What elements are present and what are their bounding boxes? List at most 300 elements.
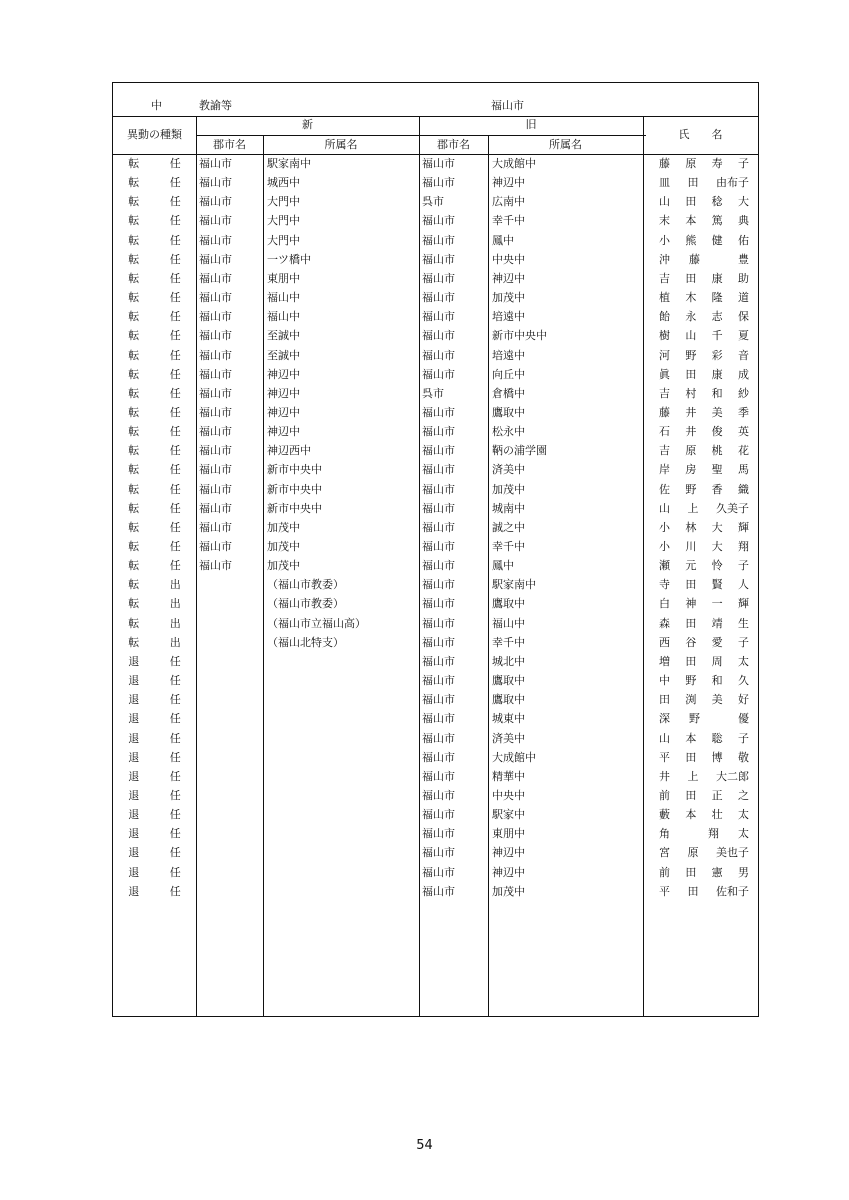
old-school-cell: 倉橋中: [492, 386, 525, 400]
transfer-kind-char: 退: [128, 731, 140, 745]
transfer-kind: [113, 368, 196, 382]
person-name-part: 西: [659, 635, 670, 649]
transfer-kind-char: 任: [169, 654, 181, 668]
person-name-part: 佐: [659, 482, 670, 496]
person-name-part: 大二郎: [716, 769, 749, 783]
person-name-part: 輝: [737, 520, 749, 534]
person-name-part: 桃: [711, 444, 723, 458]
person-name: [646, 444, 756, 458]
person-name-part: 小: [659, 520, 670, 534]
person-name: [646, 712, 756, 726]
person-name-part: 靖: [711, 616, 723, 630]
transfer-kind: [113, 444, 196, 458]
person-name-part: 助: [737, 271, 749, 285]
transfer-kind-char: 転: [128, 616, 140, 630]
header-divider-top: [113, 116, 758, 117]
new-city-cell: 福山市: [199, 405, 232, 419]
old-city-cell: 福山市: [422, 827, 455, 841]
person-name-part: 中: [659, 674, 670, 688]
transfer-kind: [113, 808, 196, 822]
table-row: [113, 347, 760, 366]
person-name-part: 田: [685, 271, 697, 285]
transfer-kind-char: 退: [128, 846, 140, 860]
person-name-part: 優: [738, 712, 749, 726]
transfer-kind-char: 任: [169, 501, 181, 515]
new-school-cell: 新市中央中: [267, 482, 322, 496]
kind-header: 異動の種類: [127, 128, 182, 141]
table-row: [113, 385, 760, 404]
old-city-cell: 福山市: [422, 367, 455, 381]
old-school-cell: 東朋中: [492, 827, 525, 841]
transfer-kind-char: 任: [169, 750, 181, 764]
person-name: [646, 272, 756, 286]
person-name-part: 翔: [737, 540, 749, 553]
person-name-part: 成: [737, 367, 749, 381]
table-row: [113, 576, 760, 595]
table-row: [113, 825, 760, 844]
old-school-cell: 精華中: [492, 769, 525, 783]
person-name-part: 紗: [737, 386, 749, 400]
transfer-kind-char: 転: [128, 252, 140, 266]
new-city-cell: 福山市: [199, 559, 232, 573]
person-name-part: 小: [659, 233, 670, 247]
level-label: 中: [151, 99, 162, 112]
table-row: [113, 366, 760, 385]
person-name-part: 之: [737, 788, 749, 802]
transfer-kind: [113, 176, 196, 190]
old-city-cell: 福山市: [422, 635, 455, 649]
person-name-part: 平: [659, 750, 670, 764]
transfer-kind: [113, 329, 196, 343]
table-row: [113, 615, 760, 634]
person-name-part: 吉: [659, 271, 670, 285]
transfer-kind-char: 任: [169, 520, 181, 534]
table-row: [113, 308, 760, 327]
old-school-cell: 神辺中: [492, 271, 525, 285]
person-name-part: 角: [659, 827, 670, 841]
person-name-part: 篤: [711, 214, 723, 228]
person-name-part: 生: [737, 616, 749, 630]
old-city-cell: 呉市: [422, 386, 444, 400]
person-name: [646, 693, 756, 707]
table-row: [113, 327, 760, 346]
person-name-part: 太: [738, 827, 749, 841]
transfer-kind-char: 任: [169, 865, 181, 879]
table-row: [113, 174, 760, 193]
name-header: 氏 名: [678, 128, 723, 141]
person-name-part: 田: [685, 195, 697, 209]
table-row: [113, 404, 760, 423]
person-name: [646, 291, 756, 305]
old-city-cell: 福山市: [422, 176, 455, 190]
transfer-kind: [113, 578, 196, 592]
person-name: [646, 597, 756, 611]
old-school-cell: 幸千中: [492, 635, 525, 649]
person-name-part: 本: [685, 808, 697, 822]
person-name-part: 由布子: [716, 176, 749, 190]
transfer-kind-char: 転: [128, 329, 140, 343]
person-name-part: 大: [737, 195, 749, 209]
person-name-part: 寿: [711, 157, 723, 170]
person-name-part: 子: [737, 559, 749, 573]
transfer-kind-char: 任: [169, 233, 181, 247]
person-name-part: 田: [687, 884, 699, 898]
table-row: [113, 787, 760, 806]
old-school-cell: 鞆の浦学園: [492, 444, 547, 458]
new-school-cell: 大門中: [267, 214, 300, 228]
old-city-cell: 福山市: [422, 252, 455, 266]
transfer-kind-char: 任: [169, 386, 181, 400]
transfer-kind: [113, 463, 196, 477]
old-school-cell: 培遠中: [492, 310, 525, 324]
person-name-part: 平: [659, 884, 670, 898]
transfer-kind-char: 任: [169, 808, 181, 822]
person-name-part: 藤: [659, 405, 670, 419]
person-name: [646, 770, 756, 784]
person-name-part: 藤: [659, 157, 670, 170]
transfer-kind-char: 退: [128, 769, 140, 783]
old-school-cell: 鷹取中: [492, 405, 525, 419]
new-city-cell: 福山市: [199, 501, 232, 515]
person-name: [646, 521, 756, 535]
transfer-kind: [113, 885, 196, 899]
person-name: [646, 406, 756, 420]
person-name: [646, 732, 756, 746]
person-name: [646, 214, 756, 228]
transfer-kind-char: 退: [128, 693, 140, 707]
person-name-part: 林: [685, 520, 697, 534]
transfer-kind-char: 転: [128, 520, 140, 534]
old-school-cell: 鷹取中: [492, 693, 525, 707]
old-school-cell: 城南中: [492, 501, 525, 515]
transfer-kind-char: 退: [128, 712, 140, 726]
table-row: [113, 500, 760, 519]
old-school-cell: 広南中: [492, 195, 525, 209]
person-name-part: 道: [737, 291, 749, 305]
person-name: [646, 578, 756, 592]
personnel-table: [112, 82, 759, 1017]
old-city-cell: 福山市: [422, 233, 455, 247]
transfer-kind-char: 任: [169, 463, 181, 477]
transfer-kind: [113, 846, 196, 860]
old-school-cell: 培遠中: [492, 348, 525, 362]
person-name-part: 谷: [685, 635, 697, 649]
person-name-part: 大: [711, 520, 723, 534]
person-name-part: 稔: [711, 195, 723, 209]
table-row: [113, 251, 760, 270]
transfer-kind-char: 転: [128, 559, 140, 573]
person-name: [646, 157, 756, 171]
old-city-cell: 福山市: [422, 310, 455, 324]
new-city-cell: 福山市: [199, 157, 232, 170]
old-city-cell: 福山市: [422, 463, 455, 477]
new-city-cell: 福山市: [199, 463, 232, 477]
person-name-part: 野: [685, 348, 697, 362]
person-name: [646, 559, 756, 573]
person-name-part: 村: [685, 386, 697, 400]
table-row: [113, 155, 760, 174]
new-school-cell: 神辺中: [267, 386, 300, 400]
old-city-cell: 福山市: [422, 731, 455, 745]
transfer-kind-char: 任: [169, 827, 181, 841]
transfer-kind: [113, 732, 196, 746]
transfer-kind: [113, 789, 196, 803]
transfer-kind: [113, 827, 196, 841]
person-name-part: 山: [685, 329, 697, 343]
transfer-kind-char: 出: [169, 578, 181, 592]
person-name: [646, 789, 756, 803]
person-name: [646, 674, 756, 688]
person-name-part: 房: [685, 463, 697, 477]
person-name-part: 佐和子: [716, 884, 749, 898]
transfer-kind-char: 転: [128, 271, 140, 285]
person-name-part: 音: [737, 348, 749, 362]
transfer-kind-char: 任: [169, 348, 181, 362]
table-row: [113, 864, 760, 883]
transfer-kind-char: 退: [128, 750, 140, 764]
table-row: [113, 232, 760, 251]
old-school-cell: 神辺中: [492, 846, 525, 860]
new-school-cell: 新市中央中: [267, 463, 322, 477]
person-name-part: 賢: [711, 578, 723, 592]
old-city-cell: 福山市: [422, 597, 455, 611]
new-city-cell: 福山市: [199, 425, 232, 439]
person-name-part: 寺: [659, 578, 670, 592]
person-name-part: 岸: [659, 463, 670, 477]
transfer-kind-char: 転: [128, 310, 140, 324]
new-city-cell: 福山市: [199, 195, 232, 209]
person-name: [646, 483, 756, 497]
new-school-cell: 大門中: [267, 233, 300, 247]
person-name-part: 井: [659, 769, 670, 783]
person-name: [646, 617, 756, 631]
table-row: [113, 193, 760, 212]
new-city-cell: 福山市: [199, 520, 232, 534]
new-school-cell: 一ツ橋中: [267, 252, 311, 266]
old-school-cell: 鷹取中: [492, 597, 525, 611]
transfer-kind: [113, 349, 196, 363]
person-name-part: 康: [711, 271, 723, 285]
transfer-kind-char: 出: [169, 616, 181, 630]
old-school-cell: 駅家中: [492, 808, 525, 822]
person-name: [646, 176, 756, 190]
old-city-cell: 福山市: [422, 405, 455, 419]
person-name-part: 河: [659, 348, 670, 362]
old-city-cell: 福山市: [422, 750, 455, 764]
person-name-part: 藪: [659, 808, 670, 822]
new-school-cell: 神辺中: [267, 405, 300, 419]
old-city-cell: 福山市: [422, 808, 455, 822]
person-name-part: 大: [711, 540, 723, 553]
new-school-cell: 加茂中: [267, 559, 300, 573]
person-name: [646, 368, 756, 382]
old-city-cell: 福山市: [422, 329, 455, 343]
transfer-kind-char: 任: [169, 271, 181, 285]
person-name-part: 夏: [737, 329, 749, 343]
person-name-part: 井: [685, 405, 697, 419]
person-name-part: 愛: [711, 635, 723, 649]
person-name-part: 田: [685, 865, 697, 879]
transfer-kind: [113, 655, 196, 669]
old-city-cell: 福山市: [422, 788, 455, 802]
person-name-part: 野: [685, 674, 697, 688]
transfer-kind-char: 出: [169, 597, 181, 611]
person-name-part: 英: [737, 425, 749, 439]
new-school-cell: 福山中: [267, 310, 300, 324]
transfer-kind-char: 任: [169, 329, 181, 343]
transfer-kind-char: 転: [128, 405, 140, 419]
transfer-kind-char: 退: [128, 884, 140, 898]
person-name-part: 美: [711, 405, 723, 419]
person-name-part: 田: [659, 693, 670, 707]
person-name: [646, 751, 756, 765]
person-name-part: 佑: [737, 233, 749, 247]
old-city-cell: 福山市: [422, 559, 455, 573]
transfer-kind: [113, 502, 196, 516]
person-name: [646, 502, 756, 516]
new-city-cell: 福山市: [199, 348, 232, 362]
transfer-kind-char: 任: [169, 214, 181, 228]
transfer-kind-char: 任: [169, 884, 181, 898]
new-school-cell: 大門中: [267, 195, 300, 209]
transfer-kind-char: 任: [169, 769, 181, 783]
page-number: 54: [416, 1138, 433, 1153]
person-name: [646, 234, 756, 248]
old-city-cell: 呉市: [422, 195, 444, 209]
old-school-cell: 神辺中: [492, 176, 525, 190]
person-name-part: 前: [659, 788, 670, 802]
transfer-kind-char: 任: [169, 788, 181, 802]
new-city-cell: 福山市: [199, 386, 232, 400]
table-row: [113, 557, 760, 576]
old-city-cell: 福山市: [422, 712, 455, 726]
person-name-part: 久: [737, 674, 749, 688]
old-school-cell: 向丘中: [492, 367, 525, 381]
person-name-part: 沖: [659, 252, 670, 266]
table-row: [113, 749, 760, 768]
transfer-kind: [113, 214, 196, 228]
new-school-cell: （福山市教委）: [267, 597, 344, 611]
transfer-kind-char: 転: [128, 540, 140, 553]
person-name-part: 憲: [711, 865, 723, 879]
person-name-part: 前: [659, 865, 670, 879]
new-school-cell: 至誠中: [267, 329, 300, 343]
person-name-part: 小: [659, 540, 670, 553]
person-name-part: 原: [687, 846, 699, 860]
new-school-cell: 至誠中: [267, 348, 300, 362]
person-name: [646, 540, 756, 554]
transfer-kind-char: 転: [128, 291, 140, 305]
old-school-cell: 鳳中: [492, 233, 514, 247]
old-city-cell: 福山市: [422, 769, 455, 783]
person-name-part: 田: [685, 578, 697, 592]
new-school-header: 所属名: [324, 138, 358, 151]
person-name-part: 香: [711, 482, 723, 496]
person-name: [646, 808, 756, 822]
new-city-header: 郡市名: [213, 138, 246, 151]
transfer-kind-char: 任: [169, 444, 181, 458]
transfer-kind-char: 退: [128, 827, 140, 841]
new-school-cell: （福山市立福山高）: [267, 616, 366, 630]
old-city-cell: 福山市: [422, 482, 455, 496]
person-name-part: 野: [685, 482, 697, 496]
person-name: [646, 329, 756, 343]
person-name-part: 花: [737, 444, 749, 458]
transfer-kind: [113, 751, 196, 765]
person-name-part: 子: [737, 731, 749, 745]
transfer-kind-char: 任: [169, 367, 181, 381]
new-school-cell: 新市中央中: [267, 501, 322, 515]
person-name-part: 飴: [659, 310, 670, 324]
person-name-part: 博: [711, 750, 723, 764]
old-city-cell: 福山市: [422, 674, 455, 688]
table-row: [113, 806, 760, 825]
table-row: [113, 653, 760, 672]
person-name-part: 田: [685, 788, 697, 802]
old-school-header: 所属名: [549, 138, 582, 151]
transfer-kind-char: 退: [128, 674, 140, 688]
person-name-part: 隆: [711, 291, 723, 305]
person-name-part: 織: [737, 482, 749, 496]
new-school-cell: 城西中: [267, 176, 300, 190]
transfer-kind-char: 任: [169, 846, 181, 860]
old-city-cell: 福山市: [422, 865, 455, 879]
person-name-part: 山: [659, 731, 670, 745]
old-school-cell: 加茂中: [492, 884, 525, 898]
transfer-kind-char: 任: [169, 195, 181, 209]
transfer-kind: [113, 195, 196, 209]
new-school-cell: 駅家南中: [267, 157, 311, 170]
person-name-part: 山: [659, 501, 670, 515]
person-name-part: 壮: [711, 808, 723, 822]
old-city-cell: 福山市: [422, 425, 455, 439]
transfer-kind-char: 転: [128, 635, 140, 649]
table-row: [113, 595, 760, 614]
person-name-part: 翔: [708, 827, 719, 841]
transfer-kind-char: 転: [128, 214, 140, 228]
person-name-part: 植: [659, 291, 670, 305]
person-name-part: 健: [711, 233, 723, 247]
transfer-kind-char: 任: [169, 176, 181, 190]
transfer-kind-char: 転: [128, 425, 140, 439]
old-header: 旧: [525, 118, 537, 131]
transfer-kind-char: 転: [128, 195, 140, 209]
table-row: [113, 481, 760, 500]
transfer-kind: [113, 310, 196, 324]
table-row: [113, 212, 760, 231]
old-school-cell: 神辺中: [492, 865, 525, 879]
person-name-part: 神: [685, 597, 697, 611]
transfer-kind-char: 任: [169, 405, 181, 419]
person-name-part: 田: [685, 367, 697, 381]
person-name-part: 吉: [659, 444, 670, 458]
person-name-part: 子: [737, 635, 749, 649]
person-name-part: 白: [659, 597, 670, 611]
person-name-part: 子: [737, 157, 749, 170]
old-city-cell: 福山市: [422, 884, 455, 898]
transfer-kind-char: 転: [128, 348, 140, 362]
table-row: [113, 289, 760, 308]
old-city-cell: 福山市: [422, 348, 455, 362]
person-name-part: 馬: [737, 463, 749, 477]
old-school-cell: 誠之中: [492, 520, 525, 534]
old-city-cell: 福山市: [422, 501, 455, 515]
person-name-part: 聖: [711, 463, 723, 477]
person-name-part: 聡: [711, 731, 723, 745]
transfer-kind-char: 任: [169, 310, 181, 324]
transfer-kind-char: 転: [128, 367, 140, 381]
old-school-cell: 済美中: [492, 463, 525, 477]
